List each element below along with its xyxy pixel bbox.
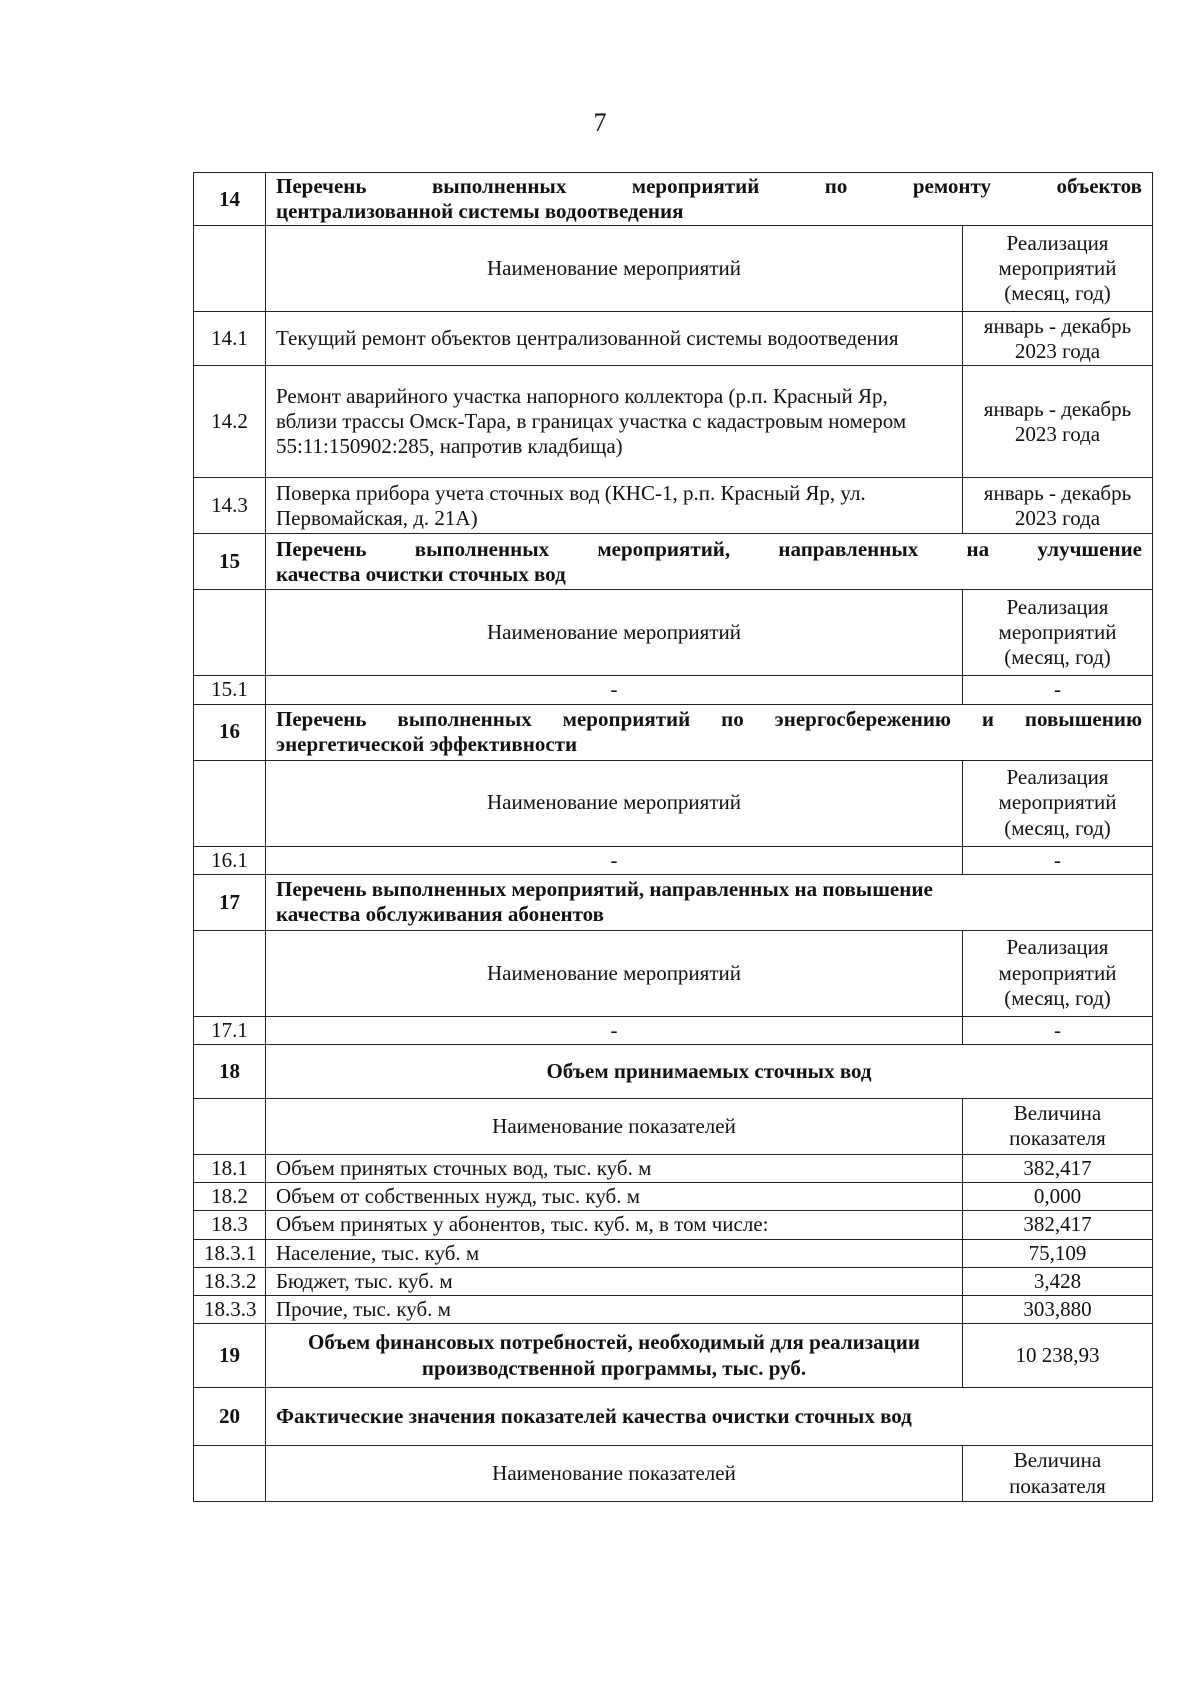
row-number: 18.3.2 <box>194 1267 266 1295</box>
section-title: Объем финансовых потребностей, необходимый для реализации производственной программы, тыс. руб. <box>266 1324 963 1388</box>
row-name: Ремонт аварийного участка напорного коллектора (р.п. Красный Яр, вблизи трассы Омск-Тара, в границах участка с кадастровым номером 55:11:150902:285, напротив кладбища) <box>266 366 963 478</box>
row-name: Текущий ремонт объектов централизованной системы водоотведения <box>266 312 963 366</box>
row-name: Население, тыс. куб. м <box>266 1239 963 1267</box>
column-header-row <box>194 930 1153 1016</box>
empty-cell <box>194 590 266 676</box>
row-value: 75,109 <box>963 1239 1153 1267</box>
section-title <box>266 704 1153 760</box>
column-header-indicators: Наименование показателей <box>266 1098 963 1154</box>
row-period: январь - декабрь 2023 года <box>963 366 1153 478</box>
row-number: 18.2 <box>194 1183 266 1211</box>
column-header-realization: Реализация мероприятий (месяц, год) <box>963 930 1153 1016</box>
row-number: 18.3.3 <box>194 1295 266 1323</box>
row-name: - <box>266 1016 963 1044</box>
column-header-measures: Наименование мероприятий <box>266 590 963 676</box>
section-14-header <box>194 173 1153 226</box>
section-15-header <box>194 534 1153 590</box>
table-row <box>194 1211 1153 1239</box>
section-title-line: энергетической эффективности <box>276 732 578 757</box>
column-header-row <box>194 590 1153 676</box>
row-name: Объем принятых у абонентов, тыс. куб. м, в том числе: <box>266 1211 963 1239</box>
row-name: Бюджет, тыс. куб. м <box>266 1267 963 1295</box>
section-16-header <box>194 704 1153 760</box>
section-title-line: Перечень выполненных мероприятий по ремонту объектов <box>276 174 1142 198</box>
section-number: 20 <box>194 1388 266 1446</box>
section-title-line: Перечень выполненных мероприятий, направленных на улучшение <box>276 536 1142 561</box>
row-number: 15.1 <box>194 676 266 704</box>
table-row <box>194 312 1153 366</box>
row-name: Прочие, тыс. куб. м <box>266 1295 963 1323</box>
row-period: - <box>963 676 1153 704</box>
section-20-header <box>194 1388 1153 1446</box>
section-title-line: Перечень выполненных мероприятий, направленных на повышение <box>276 877 933 902</box>
table-row <box>194 1239 1153 1267</box>
section-title-line: качества обслуживания абонентов <box>276 902 604 927</box>
table-row <box>194 366 1153 478</box>
section-title-line: качества очистки сточных вод <box>276 561 566 586</box>
section-number: 16 <box>194 704 266 760</box>
section-title <box>266 534 1153 590</box>
row-period: январь - декабрь 2023 года <box>963 478 1153 534</box>
section-title <box>266 874 1153 930</box>
column-header-row <box>194 760 1153 846</box>
row-number: 14.2 <box>194 366 266 478</box>
row-value: 3,428 <box>963 1267 1153 1295</box>
row-number: 18.1 <box>194 1154 266 1182</box>
column-header-row <box>194 226 1153 312</box>
row-value: 303,880 <box>963 1295 1153 1323</box>
row-value: 382,417 <box>963 1211 1153 1239</box>
row-number: 17.1 <box>194 1016 266 1044</box>
row-name: - <box>266 846 963 874</box>
table-row <box>194 1267 1153 1295</box>
column-header-row <box>194 1098 1153 1154</box>
column-header-measures: Наименование мероприятий <box>266 930 963 1016</box>
section-number: 18 <box>194 1044 266 1098</box>
table-row <box>194 478 1153 534</box>
column-header-value: Величина показателя <box>963 1098 1153 1154</box>
column-header-realization: Реализация мероприятий (месяц, год) <box>963 760 1153 846</box>
row-number: 14.1 <box>194 312 266 366</box>
table-row <box>194 1183 1153 1211</box>
section-title-line: централизованной системы водоотведения <box>276 199 684 224</box>
section-17-header <box>194 874 1153 930</box>
empty-cell <box>194 760 266 846</box>
column-header-row <box>194 1446 1153 1502</box>
section-title-line: Перечень выполненных мероприятий по энергосбережению и повышению <box>276 706 1142 731</box>
empty-cell <box>194 1446 266 1502</box>
section-number: 15 <box>194 534 266 590</box>
row-value: 10 238,93 <box>963 1324 1153 1388</box>
row-number: 14.3 <box>194 478 266 534</box>
row-name: Поверка прибора учета сточных вод (КНС-1, р.п. Красный Яр, ул. Первомайская, д. 21А) <box>266 478 963 534</box>
empty-cell <box>194 930 266 1016</box>
section-18-header <box>194 1044 1153 1098</box>
row-value: 0,000 <box>963 1183 1153 1211</box>
report-table <box>193 172 1153 1502</box>
row-name: - <box>266 676 963 704</box>
section-title: Фактические значения показателей качества очистки сточных вод <box>266 1388 1153 1446</box>
table-row <box>194 1016 1153 1044</box>
section-19-row <box>194 1324 1153 1388</box>
column-header-realization: Реализация мероприятий (месяц, год) <box>963 226 1153 312</box>
table-row <box>194 676 1153 704</box>
row-period: январь - декабрь 2023 года <box>963 312 1153 366</box>
table-row <box>194 1154 1153 1182</box>
column-header-measures: Наименование мероприятий <box>266 226 963 312</box>
row-name: Объем принятых сточных вод, тыс. куб. м <box>266 1154 963 1182</box>
empty-cell <box>194 226 266 312</box>
column-header-value: Величина показателя <box>963 1446 1153 1502</box>
section-number: 17 <box>194 874 266 930</box>
row-name: Объем от собственных нужд, тыс. куб. м <box>266 1183 963 1211</box>
column-header-realization: Реализация мероприятий (месяц, год) <box>963 590 1153 676</box>
row-value: 382,417 <box>963 1154 1153 1182</box>
row-number: 18.3 <box>194 1211 266 1239</box>
empty-cell <box>194 1098 266 1154</box>
table-row <box>194 846 1153 874</box>
section-number: 14 <box>194 173 266 226</box>
section-number: 19 <box>194 1324 266 1388</box>
row-period: - <box>963 1016 1153 1044</box>
page-number: 7 <box>593 108 607 137</box>
column-header-indicators: Наименование показателей <box>266 1446 963 1502</box>
row-period: - <box>963 846 1153 874</box>
row-number: 18.3.1 <box>194 1239 266 1267</box>
column-header-measures: Наименование мероприятий <box>266 760 963 846</box>
section-title: Объем принимаемых сточных вод <box>266 1044 1153 1098</box>
row-number: 16.1 <box>194 846 266 874</box>
section-title <box>266 173 1153 226</box>
table-row <box>194 1295 1153 1323</box>
